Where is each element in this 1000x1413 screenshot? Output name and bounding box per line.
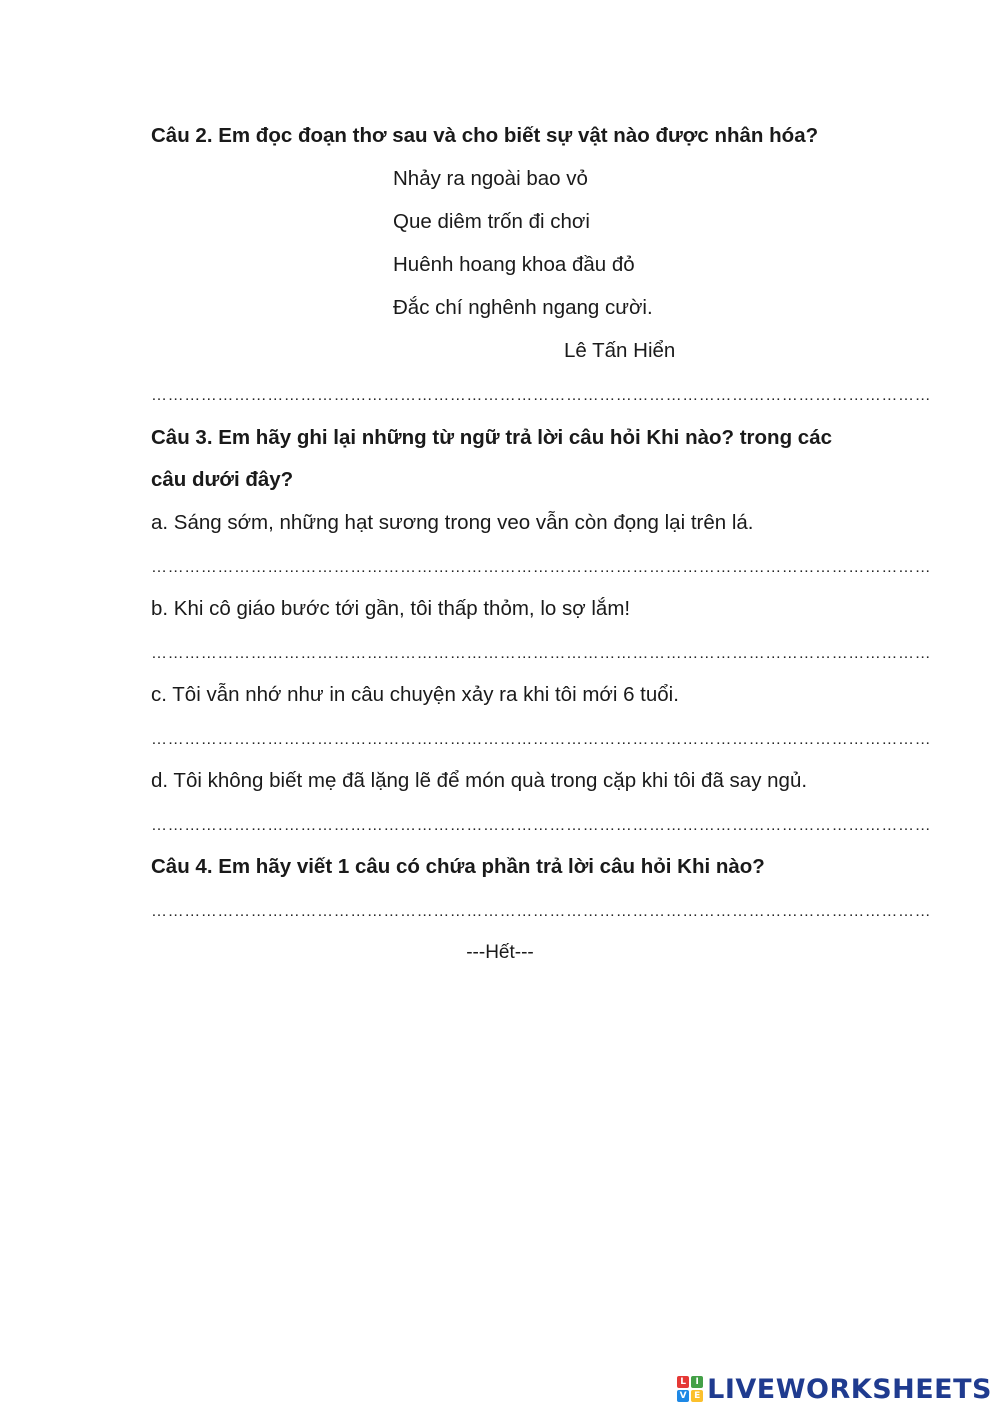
question-3-item-d: d. Tôi không biết mẹ đã lặng lẽ để món quà trong cặp khi tôi đã say ngủ. <box>151 769 808 792</box>
question-3-heading-line-1: Câu 3. Em hãy ghi lại những từ ngữ trả lời câu hỏi Khi nào? trong các <box>151 426 833 449</box>
question-3-item-b-answer-line[interactable]: …………………………………………………………………………………………………………………………… <box>151 645 932 662</box>
logo-cell-e: E <box>691 1390 703 1402</box>
question-3-item-c: c. Tôi vẫn nhớ như in câu chuyện xảy ra khi tôi mới 6 tuổi. <box>151 683 679 706</box>
question-4-answer-line[interactable]: …………………………………………………………………………………………………………………………… <box>151 903 932 920</box>
question-3-item-b: b. Khi cô giáo bước tới gần, tôi thấp thỏm, lo sợ lắm! <box>151 597 631 620</box>
question-3-heading-line-2: câu dưới đây? <box>151 468 294 491</box>
poem-line-1: Nhảy ra ngoài bao vỏ <box>393 167 588 190</box>
poem-line-4: Đắc chí nghênh ngang cười. <box>393 296 653 319</box>
question-3-item-a-answer-line[interactable]: …………………………………………………………………………………………………………………………… <box>151 559 932 576</box>
liveworksheets-logo-icon <box>677 1376 703 1402</box>
logo-cell-l: L <box>677 1376 689 1388</box>
question-2-heading: Câu 2. Em đọc đoạn thơ sau và cho biết sự vật nào được nhân hóa? <box>151 124 819 147</box>
question-3-item-a: a. Sáng sớm, những hạt sương trong veo vẫn còn đọng lại trên lá. <box>151 511 754 534</box>
liveworksheets-brand <box>677 1371 992 1407</box>
brand-name: LIVEWORKSHEETS <box>707 1373 992 1405</box>
logo-cell-i: I <box>691 1376 703 1388</box>
poem-line-2: Que diêm trốn đi chơi <box>393 210 590 233</box>
question-2-answer-line[interactable]: …………………………………………………………………………………………………………………………… <box>151 387 932 404</box>
question-4-heading: Câu 4. Em hãy viết 1 câu có chứa phần trả lời câu hỏi Khi nào? <box>151 855 765 878</box>
question-3-item-d-answer-line[interactable]: …………………………………………………………………………………………………………………………… <box>151 817 932 834</box>
poem-author: Lê Tấn Hiển <box>564 339 676 362</box>
logo-cell-v: V <box>677 1390 689 1402</box>
question-3-item-c-answer-line[interactable]: …………………………………………………………………………………………………………………………… <box>151 731 932 748</box>
end-mark: ---Hết--- <box>466 942 534 963</box>
poem-line-3: Huênh hoang khoa đầu đỏ <box>393 253 635 276</box>
